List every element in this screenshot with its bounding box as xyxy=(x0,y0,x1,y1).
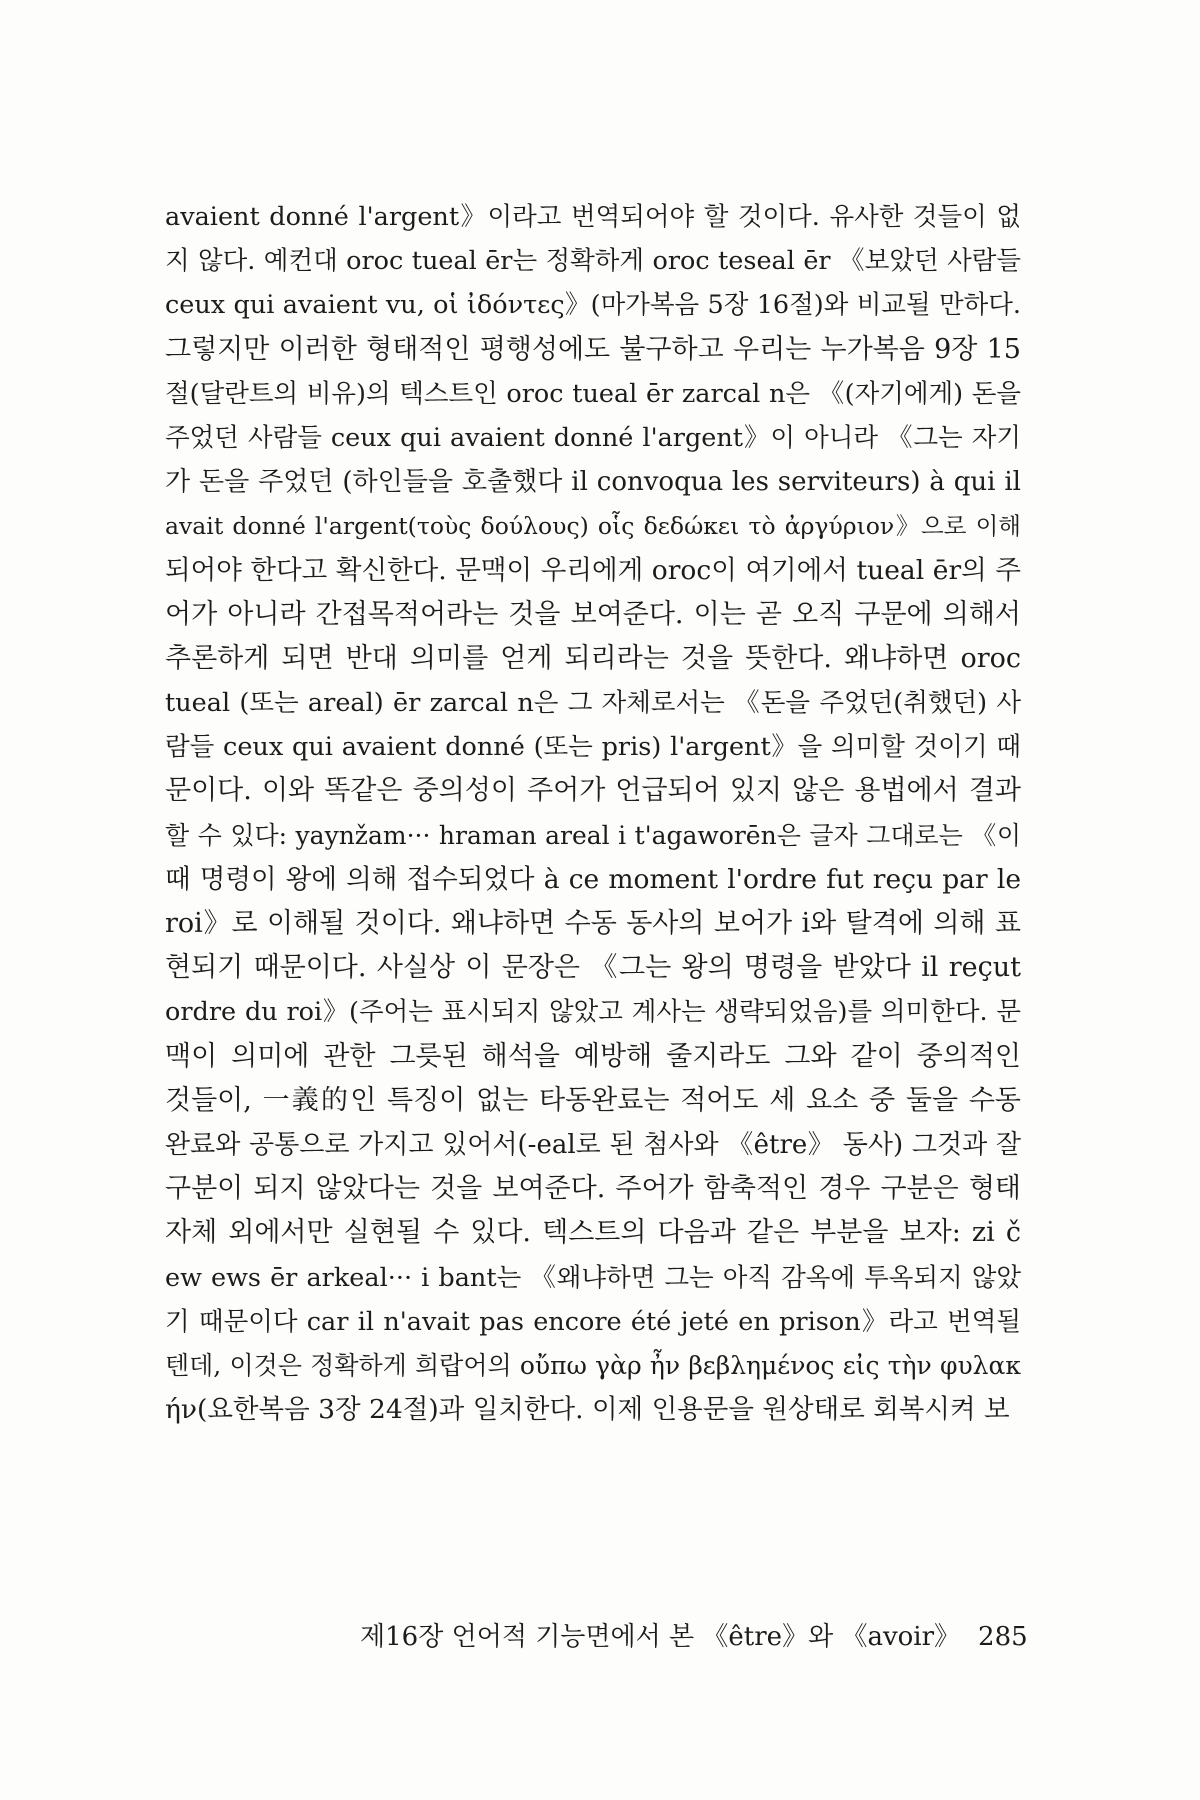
text-line: 때 명령이 왕에 의해 접수되었다 à ce moment l'ordre fut reçu par le xyxy=(165,863,1021,895)
text-line: 기 때문이다 car il n'avait pas encore été jeté en prison》라고 번역될 xyxy=(165,1306,1021,1337)
text-line: 람들 ceux qui avaient donné (또는 pris) l'argent》을 의미할 것이기 때 xyxy=(165,732,1021,763)
text-line: ew ews ēr arkeal··· i bant는 《왜냐하면 그는 아직 감옥에 투옥되지 않았 xyxy=(165,1262,1021,1293)
page-number: 285 xyxy=(978,1622,1028,1652)
running-head: 제16장 언어적 기능면에서 본 《être》와 《avoir》 xyxy=(360,1622,961,1652)
text-line: 완료와 공통으로 가지고 있어서(-eal로 된 첨사와 《être》 동사) 그것과 잘 xyxy=(165,1129,1021,1160)
text-line: 할 수 있다: yaynžam··· hraman areal i t'agaworēn은 글자 그대로는 《이 xyxy=(165,820,1021,850)
text-line: tueal (또는 areal) ēr zarcal n은 그 자체로서는 《돈을 주었던(취했던) 사 xyxy=(165,688,1021,719)
text-line: 절(달란트의 비유)의 텍스트인 oroc tueal ēr zarcal n은 《(자기에게) 돈을 xyxy=(165,378,1021,409)
text-line: avait donné l'argent(τοὺς δούλους) οἷς δεδώκει τὸ ἀργύριον》으로 이해 xyxy=(165,512,1021,541)
text-line: ήν(요한복음 3장 24절)과 일치한다. 이제 인용문을 원상태로 회복시켜 보 xyxy=(165,1394,1010,1426)
text-line: 어가 아니라 간접목적어라는 것을 보여준다. 이는 곧 오직 구문에 의해서 xyxy=(165,598,1021,630)
text-line: roi》로 이해될 것이다. 왜냐하면 수동 동사의 보어가 i와 탈격에 의해 표 xyxy=(165,908,1021,939)
text-line: 되어야 한다고 확신한다. 문맥이 우리에게 oroc이 여기에서 tueal ēr의 주 xyxy=(165,554,1021,586)
text-line: 현되기 때문이다. 사실상 이 문장은 《그는 왕의 명령을 받았다 il reçut xyxy=(165,952,1021,984)
text-line: 주었던 사람들 ceux qui avaient donné l'argent》이 아니라 《그는 자기 xyxy=(165,422,1021,453)
text-line: 지 않다. 예컨대 oroc tueal ēr는 정확하게 oroc teseal ēr 《보았던 사람들 xyxy=(165,246,1021,277)
text-line: 맥이 의미에 관한 그릇된 해석을 예방해 줄지라도 그와 같이 중의적인 xyxy=(165,1040,1021,1072)
text-line: 텐데, 이것은 정확하게 희랍어의 οὔπω γὰρ ἦν βεβλημένος εἰς τὴν φυλακ xyxy=(165,1350,1021,1380)
text-line: 추론하게 되면 반대 의미를 얻게 되리라는 것을 뜻한다. 왜냐하면 oroc xyxy=(165,642,1021,674)
text-line: 자체 외에서만 실현될 수 있다. 텍스트의 다음과 같은 부분을 보자: zi č xyxy=(165,1217,1021,1249)
text-line: 문이다. 이와 똑같은 중의성이 주어가 언급되어 있지 않은 용법에서 결과 xyxy=(165,775,1021,807)
text-line: 그렇지만 이러한 형태적인 평행성에도 불구하고 우리는 누가복음 9장 15 xyxy=(165,333,1021,365)
text-line: ceux qui avaient vu, οἱ ἰδόντες》(마가복음 5장 16절)와 비교될 만하다. xyxy=(165,290,1021,321)
text-line: 가 돈을 주었던 (하인들을 호출했다 il convoqua les serviteurs) à qui il xyxy=(165,467,1021,498)
text-line: 것들이, 一義的인 특징이 없는 타동완료는 적어도 세 요소 중 둘을 수동 xyxy=(165,1084,1021,1116)
page-footer xyxy=(360,1616,1028,1653)
text-line: avaient donné l'argent》이라고 번역되어야 할 것이다. 유사한 것들이 없 xyxy=(165,202,1021,232)
text-line: 구분이 되지 않았다는 것을 보여준다. 주어가 함축적인 경우 구분은 형태 xyxy=(165,1173,1021,1205)
body-text xyxy=(165,195,1021,1432)
text-line: ordre du roi》(주어는 표시되지 않았고 계사는 생략되었음)를 의미한다. 문 xyxy=(165,997,1021,1028)
